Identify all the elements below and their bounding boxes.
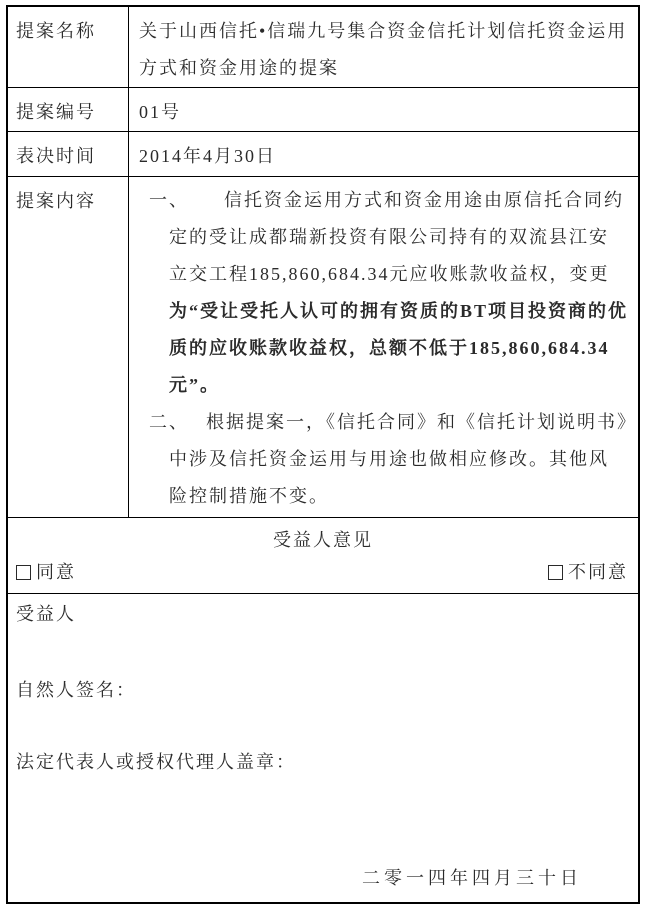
table-row-proposal-content <box>7 177 639 518</box>
content-item-2-number: 二、 <box>149 412 189 432</box>
disagree-label: 不同意 <box>568 562 628 582</box>
table-row-signature <box>7 594 639 904</box>
proposal-content-value <box>129 177 640 518</box>
signature-cell <box>7 594 639 904</box>
proposal-form-table <box>6 5 640 904</box>
disagree-checkbox[interactable] <box>548 565 563 580</box>
table-row-proposal-name <box>7 6 639 88</box>
agree-checkbox[interactable] <box>16 565 31 580</box>
table-row-beneficiary-opinion <box>7 518 639 594</box>
proposal-content-label: 提案内容 <box>7 177 129 518</box>
vote-time-value: 2014年4月30日 <box>129 132 640 177</box>
content-item-1-number: 一、 <box>149 190 189 210</box>
beneficiary-label: 受益人 <box>16 604 76 624</box>
beneficiary-opinion-cell <box>7 518 639 594</box>
beneficiary-opinion-title: 受益人意见 <box>273 530 373 550</box>
disagree-option[interactable] <box>548 559 628 585</box>
content-item-1-text: 信托资金运用方式和资金用途由原信托合同约定的受让成都瑞新投资有限公司持有的双流县江安立交工程185,860,684.34元应收账款收益权，变更 <box>169 190 624 284</box>
document-date: 二零一四年四月三十日 <box>362 868 582 888</box>
vote-time-label: 表决时间 <box>7 132 129 177</box>
content-item-1 <box>139 182 628 404</box>
content-item-1-bold-text: 为“受让受托人认可的拥有资质的BT项目投资商的优质的应收账款收益权，总额不低于185,860,684.34元”。 <box>169 301 629 395</box>
content-item-2 <box>139 404 628 515</box>
agree-option[interactable] <box>16 559 76 585</box>
agree-label: 同意 <box>36 562 76 582</box>
opinion-options-row <box>8 553 638 585</box>
natural-person-signature-label: 自然人签名： <box>16 680 136 700</box>
proposal-number-value: 01号 <box>129 88 640 132</box>
table-row-proposal-number <box>7 88 639 132</box>
table-row-vote-time <box>7 132 639 177</box>
proposal-name-label: 提案名称 <box>7 6 129 88</box>
proposal-name-value: 关于山西信托•信瑞九号集合资金信托计划信托资金运用方式和资金用途的提案 <box>129 6 640 88</box>
proposal-number-label: 提案编号 <box>7 88 129 132</box>
legal-representative-seal-label: 法定代表人或授权代理人盖章： <box>16 752 296 772</box>
content-item-2-text: 根据提案一，《信托合同》和《信托计划说明书》中涉及信托资金运用与用途也做相应修改。其他风险控制措施不变。 <box>169 412 628 506</box>
